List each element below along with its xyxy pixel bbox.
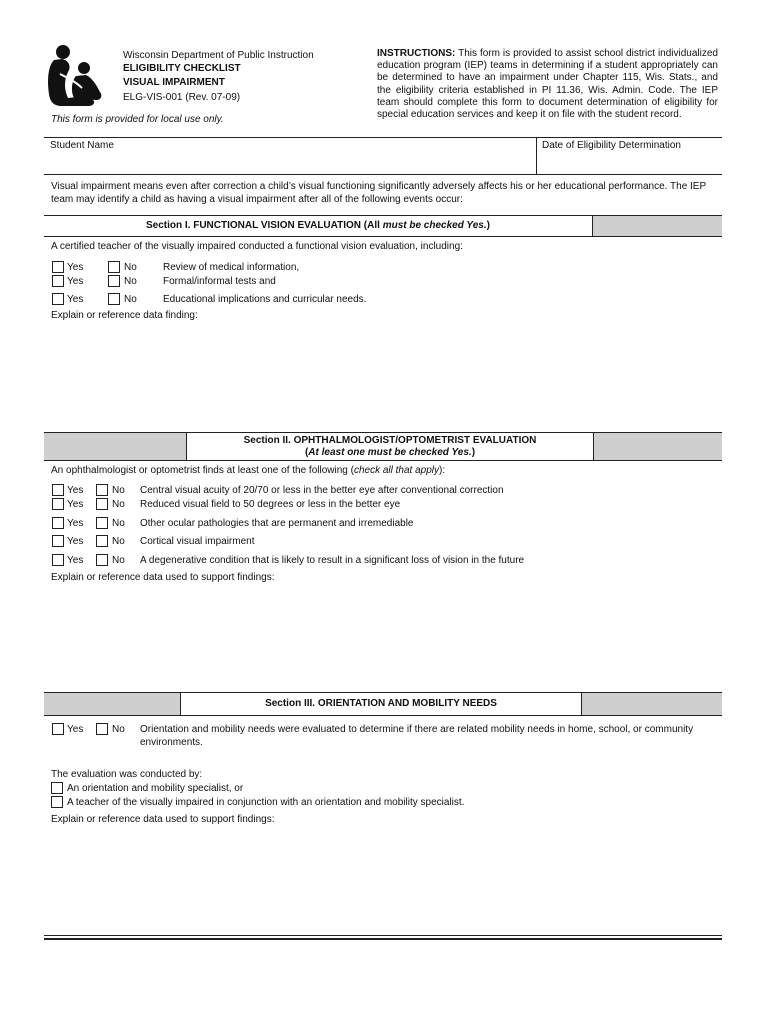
s2-item1-no-label: No	[112, 485, 125, 496]
s3-item1-yes-label: Yes	[67, 724, 84, 735]
section1-header	[44, 215, 722, 237]
s2-item4-yes-checkbox[interactable]	[52, 535, 64, 547]
section2-title	[186, 433, 594, 460]
s1-item1-text: Review of medical information,	[163, 262, 300, 273]
department-name: Wisconsin Department of Public Instruction	[123, 50, 314, 61]
section1-explain-label: Explain or reference data finding:	[51, 310, 198, 321]
s2-item3-no-label: No	[112, 518, 125, 529]
intro-text: Visual impairment means even after correction a child’s visual functioning significantly adversely affects his or her educational performance. The IEP team may identify a child as having a visual impairment after all of the following events occur:	[51, 181, 706, 205]
s2-item5-no-checkbox[interactable]	[96, 554, 108, 566]
s2-item3-text: Other ocular pathologies that are permanent and irremediable	[140, 518, 414, 529]
s2-item5-no-label: No	[112, 555, 125, 566]
student-name-label: Student Name	[50, 140, 114, 151]
s3-option2-label: A teacher of the visually impaired in conjunction with an orientation and mobility specialist.	[67, 797, 465, 808]
s2-item1-yes-label: Yes	[67, 485, 84, 496]
s2-item1-yes-checkbox[interactable]	[52, 484, 64, 496]
section2-subtitle-close: )	[471, 446, 476, 458]
section2-title-main: Section II. OPHTHALMOLOGIST/OPTOMETRIST EVALUATION	[243, 434, 537, 446]
section1-title-italic: must be checked Yes.	[382, 220, 487, 231]
s2-item2-no-checkbox[interactable]	[96, 498, 108, 510]
s3-item1-text-line1: Orientation and mobility needs were evaluated to determine if there are related mobility needs in home, school, or community	[140, 724, 694, 735]
form-id: ELG-VIS-001 (Rev. 07-09)	[123, 92, 241, 103]
section2-lead	[51, 465, 445, 477]
student-info-divider	[536, 137, 537, 175]
form-subtitle: VISUAL IMPAIRMENT	[123, 77, 225, 88]
section2-lead-end: ):	[439, 465, 446, 476]
student-name-field[interactable]	[130, 140, 530, 172]
section1-title-main: Section I. FUNCTIONAL VISION EVALUATION (All	[146, 220, 383, 231]
s3-option1-label: An orientation and mobility specialist, or	[67, 783, 244, 794]
section2-subtitle: At least one must be checked Yes.	[308, 446, 472, 458]
s1-item1-yes-label: Yes	[67, 262, 84, 273]
section2-lead-italic: check all that apply	[353, 465, 440, 476]
s2-item2-no-label: No	[112, 499, 125, 510]
s1-item2-yes-checkbox[interactable]	[52, 275, 64, 287]
s2-item1-text: Central visual acuity of 20/70 or less in the better eye after conventional correction	[140, 485, 504, 496]
local-use-note: This form is provided for local use only.	[51, 114, 224, 125]
s1-item1-no-checkbox[interactable]	[108, 261, 120, 273]
eligibility-date-field[interactable]	[540, 154, 718, 172]
s1-item2-no-checkbox[interactable]	[108, 275, 120, 287]
s3-item1-text-line2: environments.	[140, 737, 203, 748]
dpi-logo-icon	[46, 44, 106, 108]
section2-header	[44, 432, 722, 461]
s1-item3-yes-checkbox[interactable]	[52, 293, 64, 305]
s3-option2-checkbox[interactable]	[51, 796, 63, 808]
s2-item1-no-checkbox[interactable]	[96, 484, 108, 496]
s1-item2-no-label: No	[124, 276, 137, 287]
section3-explain-label: Explain or reference data used to support findings:	[51, 814, 275, 825]
s2-item4-no-label: No	[112, 536, 125, 547]
instructions-label: INSTRUCTIONS:	[377, 48, 456, 59]
section3-header	[44, 692, 722, 716]
section2-explain-field[interactable]	[50, 586, 720, 686]
s2-item3-no-checkbox[interactable]	[96, 517, 108, 529]
s1-item3-no-checkbox[interactable]	[108, 293, 120, 305]
s2-item5-yes-label: Yes	[67, 555, 84, 566]
s2-item4-no-checkbox[interactable]	[96, 535, 108, 547]
s1-item3-no-label: No	[124, 294, 137, 305]
section1-title-end: )	[486, 220, 490, 231]
s2-item4-text: Cortical visual impairment	[140, 536, 255, 547]
s3-item1-yes-checkbox[interactable]	[52, 723, 64, 735]
instructions	[377, 48, 718, 121]
footer-rule-top	[44, 935, 722, 936]
section1-lead: A certified teacher of the visually impaired conducted a functional vision evaluation, including:	[51, 241, 463, 252]
s2-item5-yes-checkbox[interactable]	[52, 554, 64, 566]
s1-item1-no-label: No	[124, 262, 137, 273]
s2-item2-yes-checkbox[interactable]	[52, 498, 64, 510]
s2-item3-yes-checkbox[interactable]	[52, 517, 64, 529]
s3-item1-no-checkbox[interactable]	[96, 723, 108, 735]
section2-subtitle-open: (	[304, 446, 309, 458]
s1-item2-text: Formal/informal tests and	[163, 276, 276, 287]
footer-rule-bottom	[44, 938, 722, 940]
section2-lead-start: An ophthalmologist or optometrist finds at least one of the following (	[51, 465, 354, 476]
section1-explain-field[interactable]	[50, 324, 720, 424]
instructions-text: This form is provided to assist school district individualized education program (IEP) teams in determining if a student appropriately can be determined to have an impairment under Chapter 115, Wis. Stats., and the eligibility criteria established in PI 11.36, Wis. Admin. Code. The IEP team should complete this form to document determination of eligibility for special education services and keep it on file with the student record.	[377, 48, 718, 121]
s3-option1-checkbox[interactable]	[51, 782, 63, 794]
s3-item1-no-label: No	[112, 724, 125, 735]
s2-item2-yes-label: Yes	[67, 499, 84, 510]
eligibility-date-label: Date of Eligibility Determination	[542, 140, 681, 151]
section1-title	[44, 216, 593, 236]
s1-item1-yes-checkbox[interactable]	[52, 261, 64, 273]
section3-explain-field[interactable]	[50, 828, 720, 928]
s2-item3-yes-label: Yes	[67, 518, 84, 529]
s2-item5-text: A degenerative condition that is likely to result in a significant loss of vision in the future	[140, 555, 525, 566]
form-title: ELIGIBILITY CHECKLIST	[123, 63, 241, 74]
s2-item2-text: Reduced visual field to 50 degrees or less in the better eye	[140, 499, 401, 510]
section3-conducted-by: The evaluation was conducted by:	[51, 769, 203, 780]
section3-title: Section III. ORIENTATION AND MOBILITY NEEDS	[180, 693, 582, 715]
s1-item3-text: Educational implications and curricular needs.	[163, 294, 367, 305]
s2-item4-yes-label: Yes	[67, 536, 84, 547]
s1-item2-yes-label: Yes	[67, 276, 84, 287]
section2-explain-label: Explain or reference data used to support findings:	[51, 572, 275, 583]
s1-item3-yes-label: Yes	[67, 294, 84, 305]
